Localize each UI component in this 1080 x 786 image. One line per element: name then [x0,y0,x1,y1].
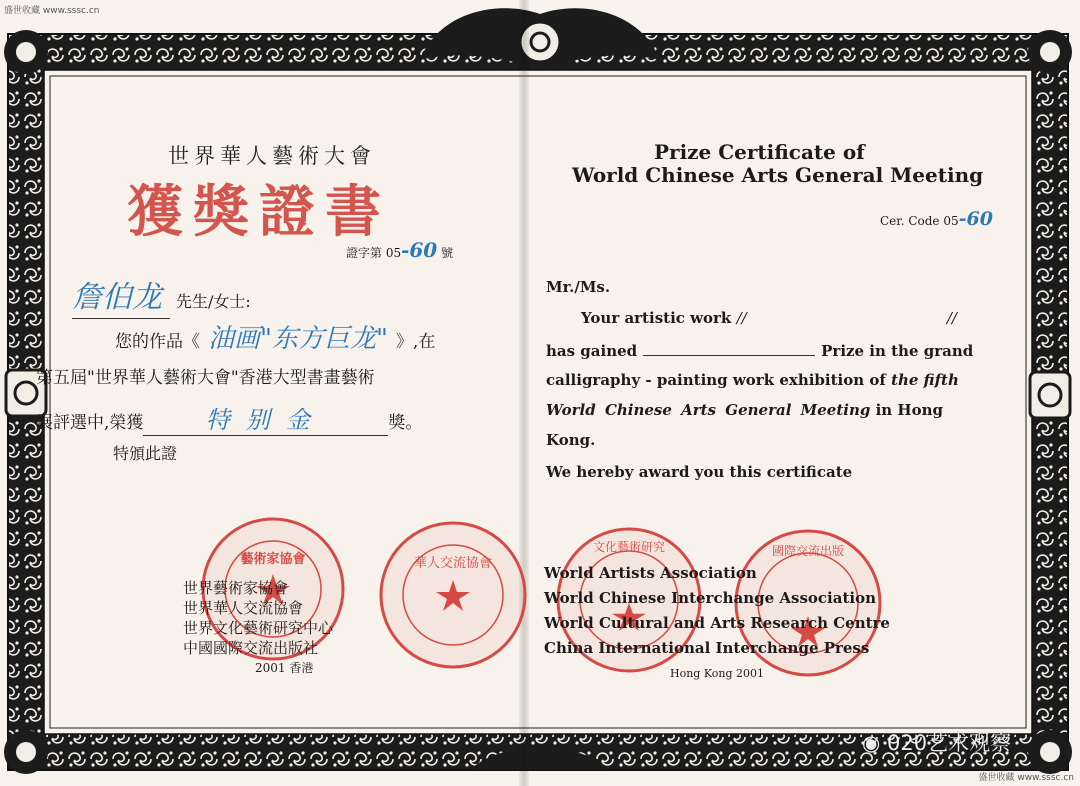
en-prize-blank [643,341,815,356]
cn-code-prefix: 證字第 05 [346,246,402,260]
cn-work-line [115,318,435,355]
en-calligraphy-line [546,371,959,389]
cn-recipient-line [72,272,251,319]
cn-issuer-list [183,578,333,658]
cn-certificate-code [346,238,453,262]
en-kong: Kong. [546,431,596,449]
en-date: Hong Kong 2001 [670,667,764,680]
en-gained-prefix: has gained [546,342,638,360]
seal-left-2-text: 華人交流協會 [413,556,492,571]
en-calligraphy-text: calligraphy - painting work exhibition of [546,371,886,389]
cn-body-line-1: 第五屆"世界華人藝術大會"香港大型書畫藝術 [36,368,375,388]
en-fifth: the fifth [891,371,959,389]
en-artwork-mark-close: // [946,309,957,327]
cn-issuer: 中國國際交流出版社 [183,639,319,657]
cn-date: 2001 香港 [255,661,314,675]
en-title-line-2: World Chinese Arts General Meeting [572,163,984,187]
cn-work-prefix: 您的作品《 [115,332,200,352]
en-issuer: World Chinese Interchange Association [544,589,876,607]
en-certificate-code [880,208,993,230]
en-meeting-suffix: in Hong [875,401,943,419]
red-seal-left-2 [378,520,528,670]
cn-certificate-title: 獲獎證書 [127,179,391,245]
wechat-watermark [862,727,1011,757]
cn-body-line-2 [36,400,422,436]
cn-code-handwritten: -60 [401,238,438,262]
en-gained-suffix: Prize in the grand [821,342,974,360]
cn-prize-handwritten: 特别金 [143,400,388,436]
cn-work-suffix: 》,在 [395,332,436,352]
en-hereby: We hereby award you this certificate [546,463,853,481]
cn-recipient-name: 詹伯龙 [72,272,170,319]
en-artwork-prefix: Your artistic work [581,309,732,327]
seal-right-2-text: 國際交流出版 [771,544,844,558]
en-issuer: China International Interchange Press [544,639,870,657]
en-meeting-line [546,401,943,419]
wechat-handle: 020艺术观察 [887,731,1012,755]
en-salutation: Mr./Ms. [546,278,611,296]
cn-honorific: 先生/女士: [176,292,251,311]
en-artwork-mark-open: // [736,309,747,327]
cn-special-note: 特頒此證 [113,444,178,463]
seal-left-1-text: 藝術家協會 [240,552,306,567]
en-title-line-1: Prize Certificate of [654,140,865,164]
en-issuer: World Artists Association [544,564,757,582]
cn-code-suffix: 號 [441,246,454,260]
cn-issuer: 世界藝術家協會 [183,579,289,597]
cn-body2-suffix: 獎。 [388,413,423,433]
en-issuer: World Cultural and Arts Research Centre [544,614,890,632]
en-issuer-list [544,561,890,661]
wechat-icon: ◉ [862,731,881,755]
watermark-bottom: 盛世收藏 www.sssc.cn [978,773,1074,783]
cn-issuer: 世界文化藝術研究中心 [183,619,334,637]
en-artwork-line [581,309,957,327]
seal-right-1-text: 文化藝術研究 [592,540,665,554]
en-gained-line [546,341,973,360]
watermark-top: 盛世收藏 www.sssc.cn [4,6,100,16]
cn-body2-prefix: 展評選中,榮獲 [36,413,144,433]
cn-issuer: 世界華人交流協會 [183,599,304,617]
en-meeting-name: World Chinese Arts General Meeting [546,401,871,419]
cn-org-title: 世界華人藝術大會 [168,144,376,168]
en-code-handwritten: -60 [958,208,993,230]
en-code-prefix: Cer. Code 05 [880,214,959,228]
cn-work-title: 油画"东方巨龙" [208,324,388,354]
